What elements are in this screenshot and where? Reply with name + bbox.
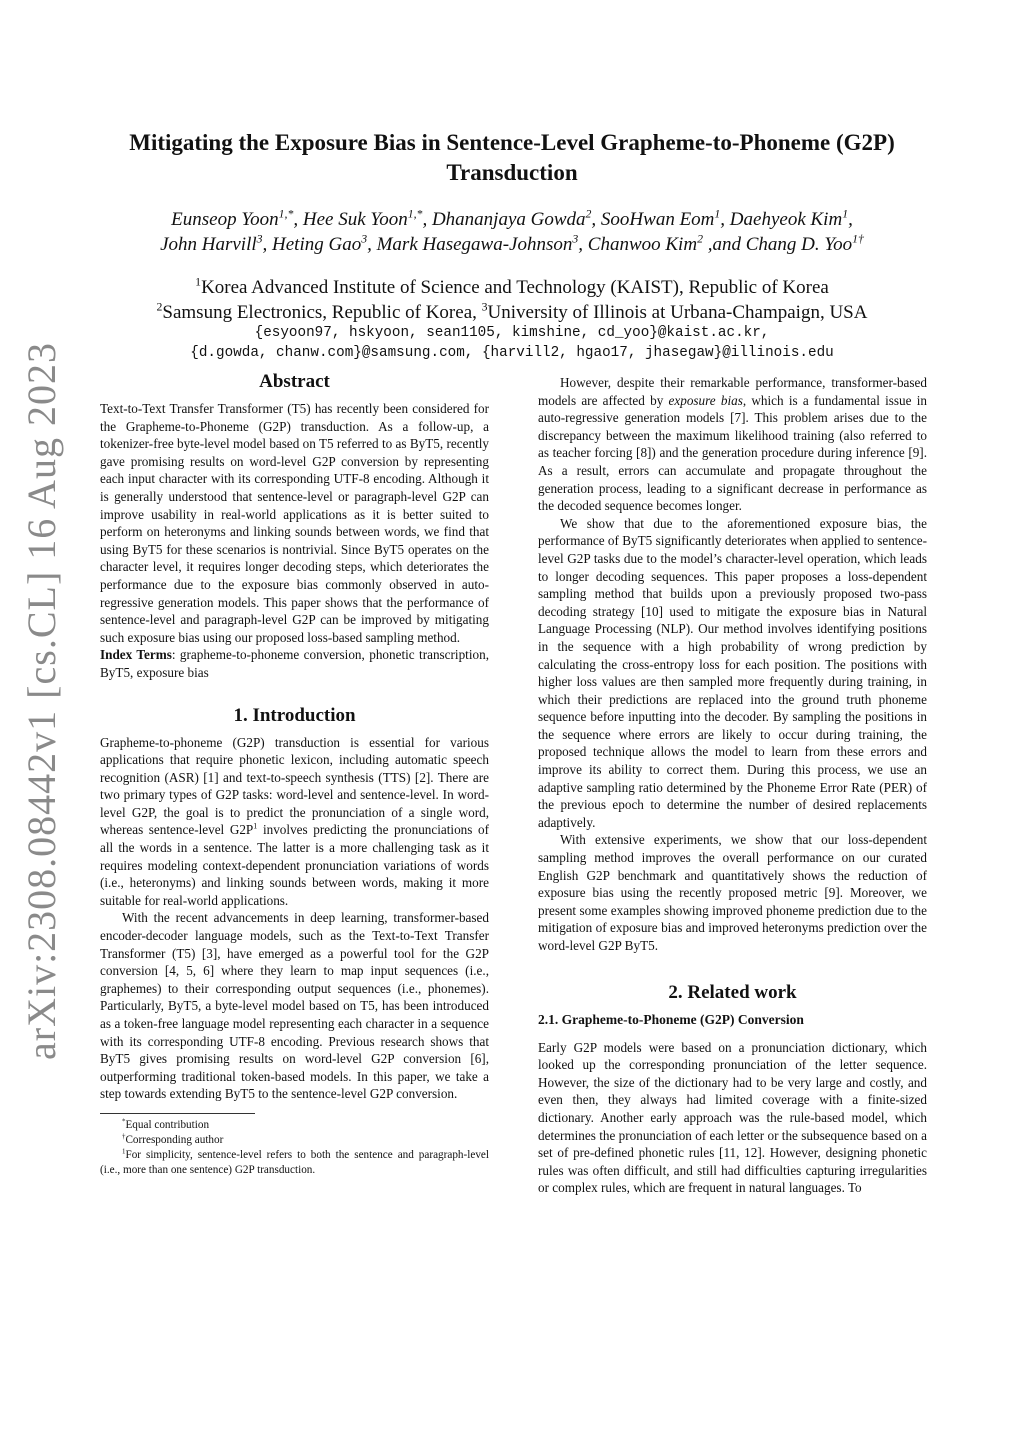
intro-paragraph-5: With extensive experiments, we show that our loss-dependent sampling method improves the overall performance on our curated English G2P benchmark and quantitatively shows the reduction of exposure bias using the recently proposed metric [9]. Moreover, we present some examples showing improved phoneme prediction due to the mitigation of exposure bias and improved heteronyms prediction over the word-level G2P ByT5. bbox=[538, 832, 927, 953]
author-name: SooHwan Eom bbox=[600, 209, 715, 230]
paper-title: Mitigating the Exposure Bias in Sentence-Level Grapheme-to-Phoneme (G2P) Transduction bbox=[129, 130, 895, 185]
left-column bbox=[100, 370, 489, 1178]
affiliation-text: Samsung Electronics, Republic of Korea, bbox=[162, 302, 482, 323]
intro-p3-text-cont: , which is a fundamental issue in auto-regressive generation models [7]. This problem arises due to the discrepancy between the maximum likelihood training (also referred to as teacher forcing [8]) and the generation procedure during inference [9]. As a result, errors can accumulate and propagate throughout the generation process, leading to a significant decrease in performance as the decoded sequence becomes longer. bbox=[538, 392, 927, 514]
author-name: John Harvill bbox=[160, 234, 257, 255]
author-affiliation-mark: 1† bbox=[852, 232, 864, 246]
author-name: Chanwoo Kim bbox=[587, 234, 698, 255]
author-affiliation-mark: 2 bbox=[697, 232, 703, 246]
footnote-mark: 1 bbox=[122, 1147, 126, 1156]
affiliations bbox=[80, 275, 944, 325]
abstract-text: Text-to-Text Transfer Transformer (T5) has recently been considered for the Grapheme-to-Phoneme (G2P) transduction. As a follow-up, a tokenizer-free byte-level model based on T5 referred to as ByT5, recently gave promising results on word-level G2P conversion by representing each input character with its corresponding UTF-8 encoding. Although it is generally understood that sentence-level or paragraph-level G2P can improve usability in real-world applications as it is better suited to perform on heteronyms and linking sounds between words, we find that using ByT5 for these scenarios is nontrivial. Since ByT5 operates on the character level, it requires longer decoding steps, which deteriorates the performance due to the exposure bias commonly observed in auto-regressive generation models. This paper shows that the performance of sentence-level and paragraph-level G2P can be improved by mitigating such exposure bias using our proposed loss-based sampling method. bbox=[100, 401, 489, 645]
affiliation-line-1 bbox=[80, 275, 944, 300]
intro-p3-text: However, despite their remarkable performance, transformer-based models are affected by bbox=[538, 375, 927, 408]
footnote-ref[interactable]: 1 bbox=[253, 822, 258, 832]
intro-p1-text: Grapheme-to-phoneme (G2P) transduction is essential for various applications that require phonetic lexicon, including automatic speech recognition (ASR) [1] and text-to-speech synthesis (TTS) [2]. There are two primary types of G2P tasks: word-level and sentence-level. In word-level G2P, the goal is to predict the pronunciation of a single word, whereas sentence-level G2P bbox=[100, 734, 489, 838]
g2p-conversion-subheading: 2.1. Grapheme-to-Phoneme (G2P) Conversion bbox=[538, 1011, 804, 1027]
author-name: Dhananjaya Gowda bbox=[431, 209, 586, 230]
author-name: ,and Chang D. Yoo bbox=[707, 234, 853, 255]
author-affiliation-mark: 3 bbox=[361, 232, 368, 246]
author-line-1: Eunseop Yoon$^{1,*}$, Hee Suk Yoon$^{1,*}$, Dhananjaya Gowda$^2$, SooHwan Eom$^1$, Daehyeok Kim$^1$, bbox=[171, 207, 853, 230]
author-affiliation-mark: 1 bbox=[714, 207, 721, 221]
email-line-2[interactable]: {d.gowda, chanw.com}@samsung.com, {harvill2, hgao17, jhasegaw}@illinois.edu bbox=[190, 345, 834, 361]
footnote-corresponding-author bbox=[100, 1133, 489, 1148]
footnote-text: Equal contribution bbox=[125, 1118, 210, 1131]
author-name: Hee Suk Yoon bbox=[302, 209, 408, 230]
footnote-mark: † bbox=[122, 1132, 126, 1141]
related-work-heading: 2. Related work bbox=[668, 981, 797, 1003]
affiliation-line-2 bbox=[80, 300, 944, 325]
arxiv-identifier[interactable]: arXiv:2308.08442v1 [cs.CL] 16 Aug 2023 bbox=[19, 342, 64, 1060]
index-terms-text: : grapheme-to-phoneme conversion, phonetic transcription, ByT5, exposure bias bbox=[100, 647, 489, 680]
index-terms bbox=[100, 646, 489, 681]
footnote-text: For simplicity, sentence-level refers to both the sentence and paragraph-level (i.e., more than one sentence) G2P transduction. bbox=[100, 1148, 489, 1176]
author-name: Eunseop Yoon bbox=[171, 209, 279, 230]
affiliation-mark: 3 bbox=[481, 300, 488, 314]
affiliation-mark: 2 bbox=[156, 300, 163, 314]
author-affiliation-mark: 3 bbox=[256, 232, 263, 246]
intro-paragraph-1 bbox=[100, 734, 489, 910]
intro-p3-emphasis: exposure bias bbox=[668, 392, 743, 408]
affiliation-text: University of Illinois at Urbana-Champaign, USA bbox=[487, 302, 868, 323]
index-terms-label: Index Terms bbox=[100, 647, 172, 663]
related-paragraph-1: Early G2P models were based on a pronunciation dictionary, which looked up the corresponding pronunciation of the letter sequence. However, the size of the dictionary had to be very large and costly, and even then, they always had limited coverage with a finite-sized dictionary. Another early approach was the rule-based model, which determines the pronunciation of each letter or the subsequence based on a set of pre-defined phonetic rules [11, 12]. However, designing phonetic rules was often difficult, and still had difficulties capturing irregularities or complex rules, which are frequent in natural languages. To bbox=[538, 1039, 927, 1196]
affiliation-text: Korea Advanced Institute of Science and Technology (KAIST), Republic of Korea bbox=[201, 277, 829, 298]
intro-paragraph-2: With the recent advancements in deep learning, transformer-based encoder-decoder language models, such as the Text-to-Text Transfer Transformer (T5) [3], have emerged as a powerful tool for the G2P conversion [4, 5, 6] where they learn to map input sequences (i.e., graphemes) to their corresponding output sequences (i.e., phonemes). Particularly, ByT5, a byte-level model based on T5, has been introduced as a token-free language model representing each character in a sequence with its corresponding UTF-8 encoding. Previous research shows that ByT5 gives promising results on word-level G2P conversion [6], outperforming traditional token-based models. In this paper, we take a step towards extending ByT5 to the sentence-level G2P conversion. bbox=[100, 910, 489, 1102]
footnote-equal-contribution bbox=[100, 1118, 489, 1133]
author-affiliation-mark: 1 bbox=[842, 207, 849, 221]
affiliation-mark: 1 bbox=[195, 275, 202, 289]
author-emails bbox=[80, 323, 944, 363]
author-name: Daehyeok Kim bbox=[729, 209, 843, 230]
intro-p1-text-cont: involves predicting the pronunciations of all the words in a sentence. The latter is a more challenging task as it requires modeling context-dependent pronunciation variations of words (i.e., heteronyms) and linking sounds between words, making it more suitable for real-world applications. bbox=[100, 822, 489, 908]
introduction-heading: 1. Introduction bbox=[233, 704, 356, 726]
intro-paragraph-4: We show that due to the aforementioned exposure bias, the performance of ByT5 significantly deteriorates when applied to sentence-level G2P tasks due to the model’s character-level operation, which leads to longer decoding sequences. This paper proposes a loss-dependent sampling method that builds upon a previously proposed two-pass decoding strategy [10] used to mitigate the exposure bias in Natural Language Processing (NLP). Our method involves identifying positions in the sequence with a high probability of wrong prediction by calculating the cross-entropy loss for each position. The positions with higher loss values are then sampled more frequently during training, in which their predictions are replaced into the ground truth phoneme sequence before inputting into the decoder. By sampling the positions in the sequence where errors are likely to occur during training, the proposed technique allows the model to learn from these errors and improve its ability to correct them. During this process, we use an adaptive sampling ratio determined by the Phoneme Error Rate (PER) of the previous epoch to determine the number of desired replacements adaptively. bbox=[538, 515, 927, 830]
author-name: Mark Hasegawa-Johnson bbox=[376, 234, 573, 255]
footnote-sentence-level bbox=[100, 1148, 489, 1178]
intro-paragraph-3 bbox=[538, 374, 927, 515]
footnote-divider bbox=[100, 1113, 255, 1114]
author-affiliation-mark: 1,* bbox=[278, 207, 294, 221]
author-affiliation-mark: 2 bbox=[585, 207, 592, 221]
email-line-1[interactable]: {esyoon97, hskyoon, sean1105, kimshine, cd_yoo}@kaist.ac.kr, bbox=[254, 325, 770, 341]
author-affiliation-mark: 1,* bbox=[407, 207, 423, 221]
right-column bbox=[538, 374, 927, 1197]
footnote-mark: * bbox=[122, 1117, 126, 1126]
author-line-2: John Harvill$^3$, Heting Gao$^3$, Mark Hasegawa-Johnson$^3$, Chanwoo Kim$^2$ ,and Chang D. Yoo$^{1\dagger}$ bbox=[160, 232, 864, 255]
footnote-text: Corresponding author bbox=[125, 1133, 224, 1146]
author-affiliation-mark: 3 bbox=[572, 232, 579, 246]
author-list bbox=[80, 207, 944, 257]
abstract-heading: Abstract bbox=[259, 371, 330, 392]
author-name: Heting Gao bbox=[272, 234, 362, 255]
